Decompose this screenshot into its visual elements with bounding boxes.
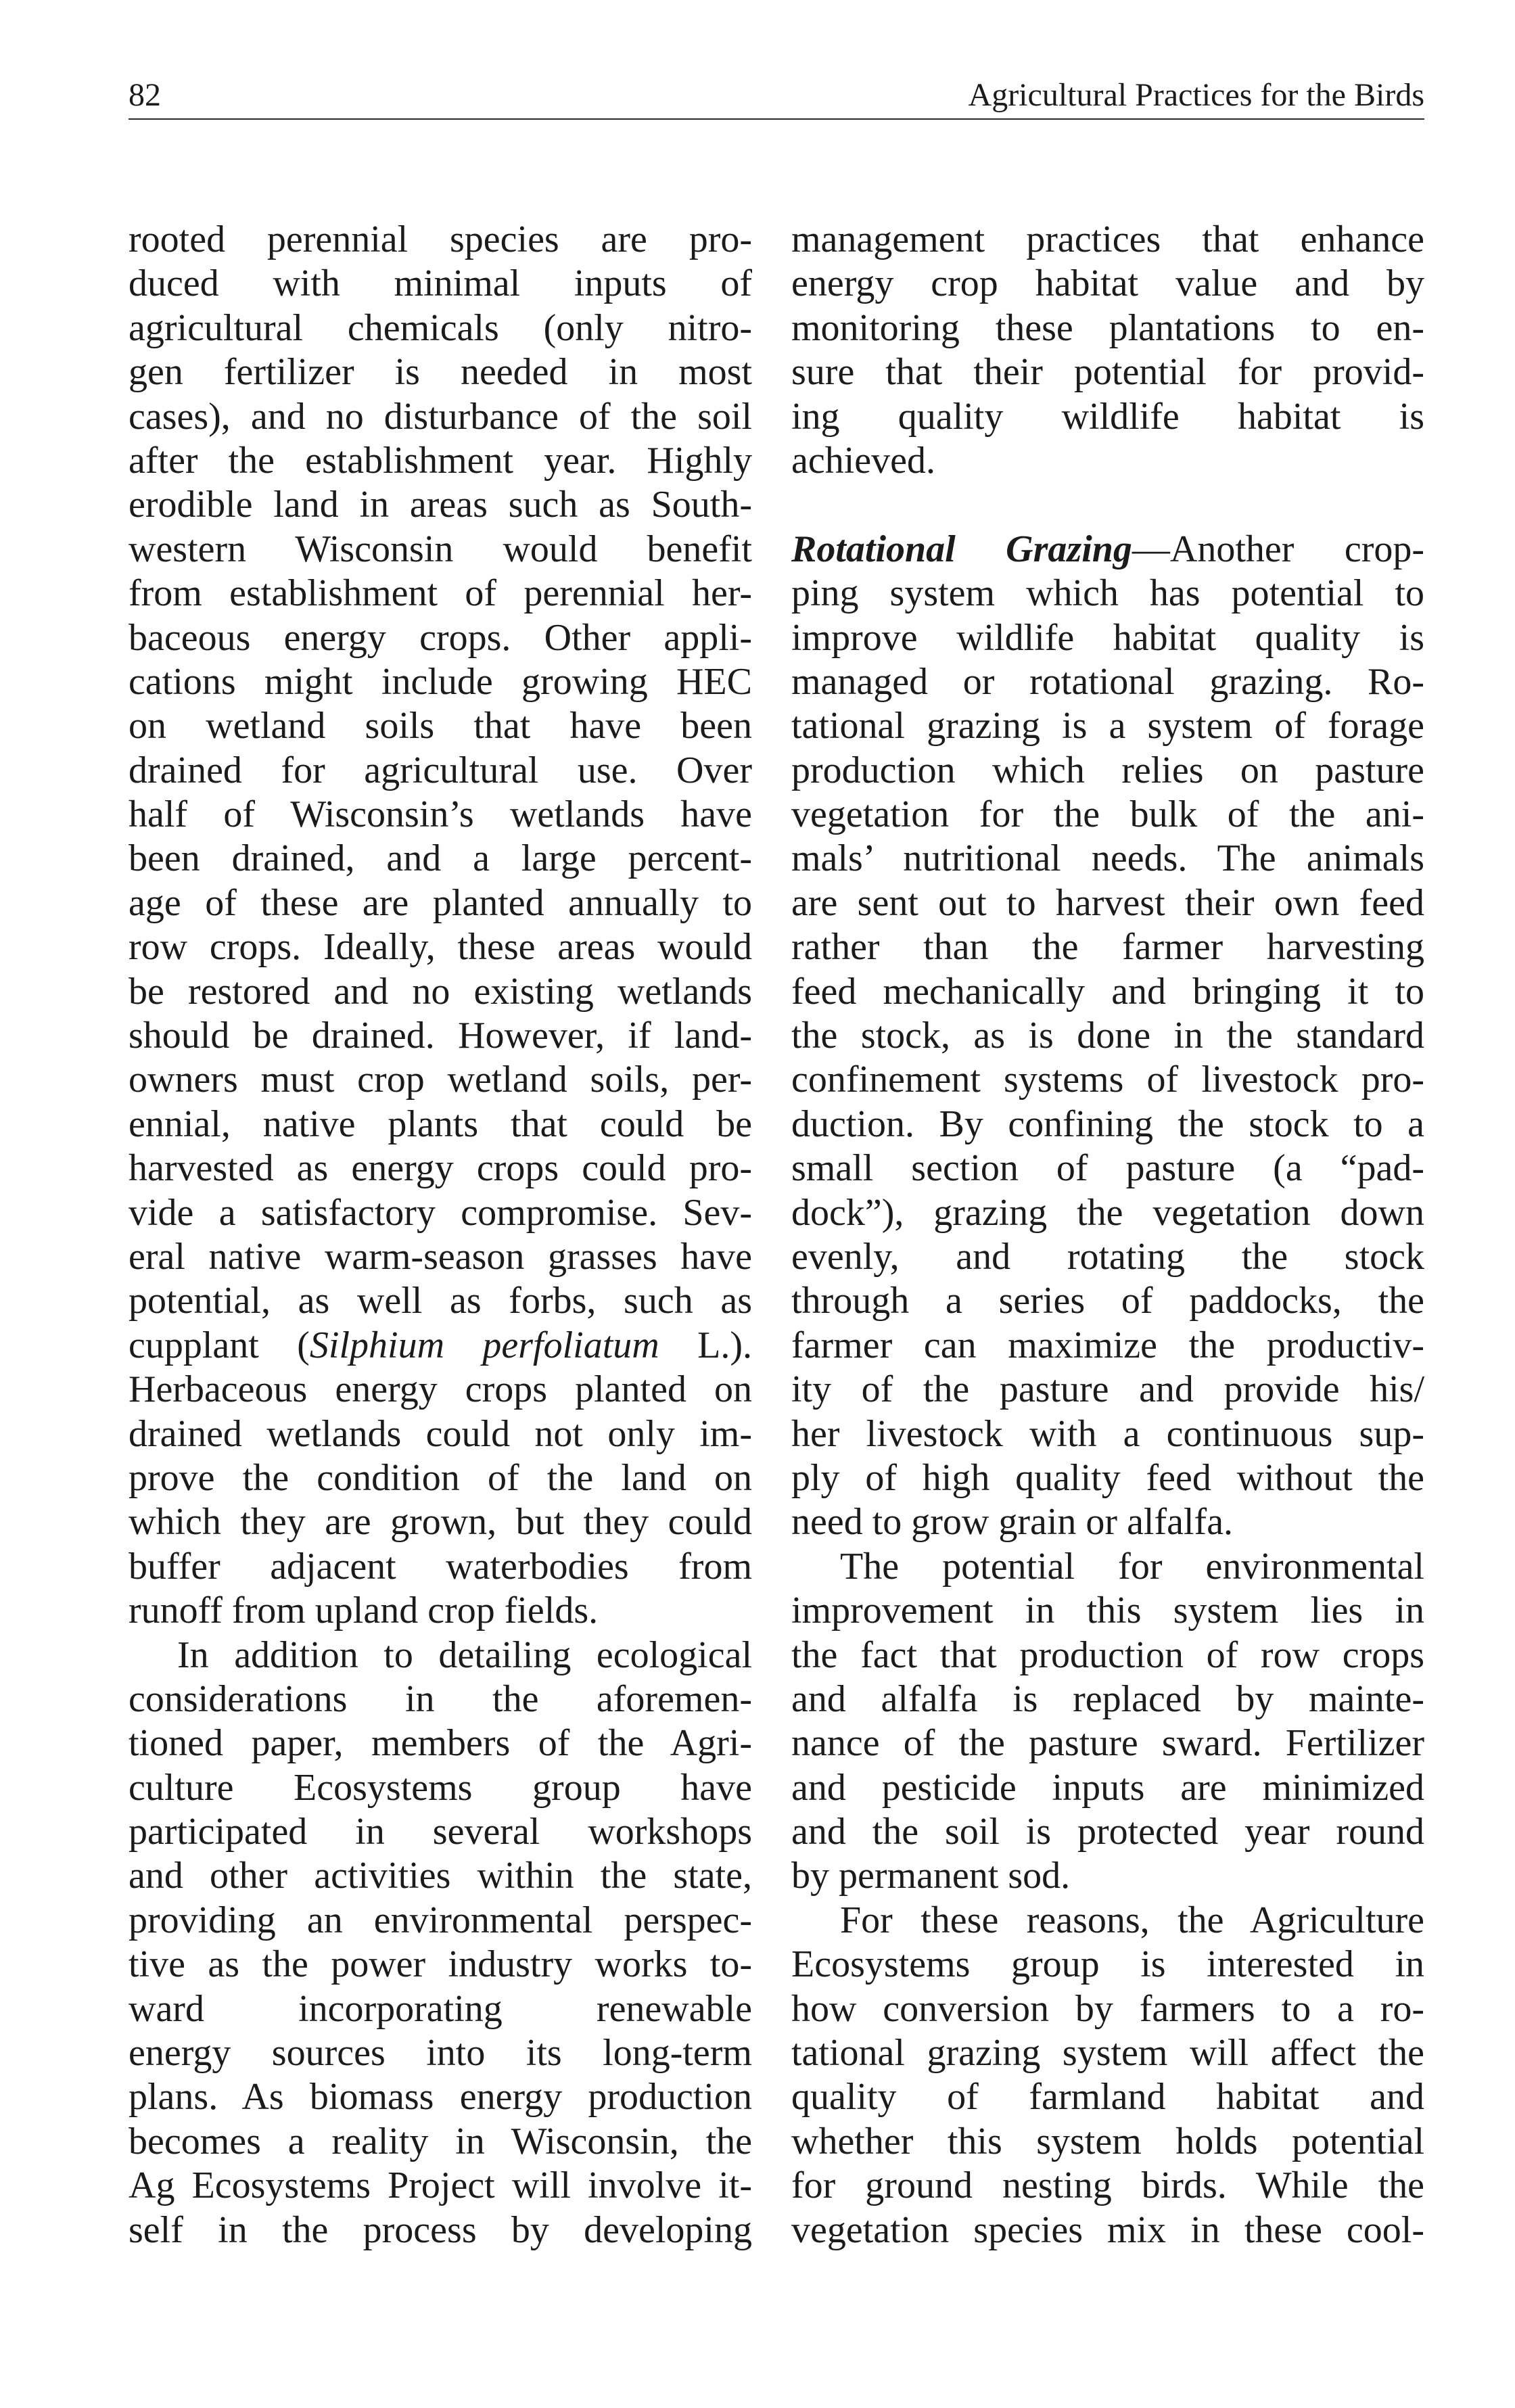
text-line: Herbaceous energy crops planted on bbox=[129, 1368, 752, 1411]
text-line: by permanent sod. bbox=[791, 1855, 1071, 1897]
paragraph bbox=[791, 1545, 1424, 1899]
text-line: how conversion by farmers to a ro- bbox=[791, 1987, 1424, 2030]
text-line: tive as the power industry works to- bbox=[129, 1943, 752, 1986]
text-line: production which relies on pasture bbox=[791, 749, 1424, 791]
text-line: sure that their potential for provid- bbox=[791, 351, 1424, 394]
text-line: nance of the pasture sward. Fertilizer bbox=[791, 1722, 1424, 1765]
text-line: should be drained. However, if land- bbox=[129, 1015, 752, 1057]
text-line: the stock, as is done in the standard bbox=[791, 1015, 1424, 1057]
text-line: cases), and no disturbance of the soil bbox=[129, 395, 752, 438]
text-line: energy crop habitat value and by bbox=[791, 262, 1424, 305]
text-line: agricultural chemicals (only nitro- bbox=[129, 306, 752, 349]
text-line: and other activities within the state, bbox=[129, 1855, 752, 1897]
text-line: providing an environmental perspec- bbox=[129, 1899, 752, 1941]
text-line: ennial, native plants that could be bbox=[129, 1103, 752, 1145]
text-line: eral native warm-season grasses have bbox=[129, 1235, 752, 1278]
text-line: considerations in the aforemen- bbox=[129, 1677, 752, 1720]
text-line: culture Ecosystems group have bbox=[129, 1766, 752, 1809]
text-run: cupplant ( bbox=[129, 1324, 310, 1366]
text-line: The potential for environmental bbox=[840, 1545, 1424, 1588]
running-head bbox=[129, 76, 1424, 114]
text-line: and the soil is protected year round bbox=[791, 1811, 1424, 1853]
text-line bbox=[129, 1324, 752, 1368]
text-line: ply of high quality feed without the bbox=[791, 1456, 1424, 1499]
text-line: feed mechanically and bringing it to bbox=[791, 970, 1424, 1013]
text-line: Ag Ecosystems Project will involve it- bbox=[129, 2164, 752, 2207]
text-run: L.). bbox=[659, 1324, 752, 1366]
text-line: tational grazing is a system of forage bbox=[791, 705, 1424, 747]
text-line: tioned paper, members of the Agri- bbox=[129, 1722, 752, 1765]
text-line: mals’ nutritional needs. The animals bbox=[791, 837, 1424, 880]
text-line: improve wildlife habitat quality is bbox=[791, 616, 1424, 659]
paragraph bbox=[791, 218, 1424, 483]
text-line: rooted perennial species are pro- bbox=[129, 218, 752, 260]
text-line: western Wisconsin would benefit bbox=[129, 528, 752, 570]
text-line: plans. As biomass energy production bbox=[129, 2076, 752, 2118]
text-line: row crops. Ideally, these areas would bbox=[129, 926, 752, 969]
text-line: need to grow grain or alfalfa. bbox=[791, 1501, 1234, 1544]
text-line: farmer can maximize the productiv- bbox=[791, 1324, 1424, 1366]
right-column bbox=[791, 218, 1424, 2252]
text-line: quality of farmland habitat and bbox=[791, 2076, 1424, 2118]
text-line: In addition to detailing ecological bbox=[177, 1634, 752, 1676]
text-line: prove the condition of the land on bbox=[129, 1456, 752, 1499]
text-line: For these reasons, the Agriculture bbox=[840, 1899, 1424, 1941]
text-line: age of these are planted annually to bbox=[129, 881, 752, 924]
run-in-heading: Rotational Grazing bbox=[791, 528, 1132, 570]
text-line bbox=[791, 528, 1424, 572]
text-line: from establishment of perennial her- bbox=[129, 572, 752, 615]
text-line: achieved. bbox=[791, 439, 935, 482]
text-line: ward incorporating renewable bbox=[129, 1987, 752, 2030]
page-number: 82 bbox=[129, 77, 161, 113]
text-line: potential, as well as forbs, such as bbox=[129, 1280, 752, 1322]
text-line: vegetation species mix in these cool- bbox=[791, 2208, 1424, 2251]
text-line: small section of pasture (a “pad- bbox=[791, 1147, 1424, 1190]
text-line: erodible land in areas such as South- bbox=[129, 484, 752, 526]
text-line: owners must crop wetland soils, per- bbox=[129, 1059, 752, 1101]
text-line: managed or rotational grazing. Ro- bbox=[791, 660, 1424, 703]
text-line: baceous energy crops. Other appli- bbox=[129, 616, 752, 659]
left-column bbox=[129, 218, 752, 2252]
text-line: ing quality wildlife habitat is bbox=[791, 395, 1424, 438]
text-line: dock”), grazing the vegetation down bbox=[791, 1191, 1424, 1234]
text-line: evenly, and rotating the stock bbox=[791, 1235, 1424, 1278]
text-line: whether this system holds potential bbox=[791, 2120, 1424, 2162]
paragraph bbox=[129, 218, 752, 1634]
text-line: drained wetlands could not only im- bbox=[129, 1412, 752, 1455]
text-line: be restored and no existing wetlands bbox=[129, 970, 752, 1013]
text-line: participated in several workshops bbox=[129, 1811, 752, 1853]
running-title: Agricultural Practices for the Birds bbox=[968, 77, 1424, 113]
header-rule bbox=[129, 118, 1424, 120]
text-line: through a series of paddocks, the bbox=[791, 1280, 1424, 1322]
text-line: tational grazing system will affect the bbox=[791, 2032, 1424, 2075]
text-line: improvement in this system lies in bbox=[791, 1590, 1424, 1632]
text-run: —Another crop- bbox=[1132, 528, 1424, 570]
text-line: management practices that enhance bbox=[791, 218, 1424, 260]
italic-species-name: Silphium perfoliatum bbox=[309, 1324, 659, 1366]
text-line: the fact that production of row crops bbox=[791, 1634, 1424, 1676]
text-line: vide a satisfactory compromise. Sev- bbox=[129, 1191, 752, 1234]
text-line: drained for agricultural use. Over bbox=[129, 749, 752, 791]
text-line: ping system which has potential to bbox=[791, 572, 1424, 615]
text-line: and pesticide inputs are minimized bbox=[791, 1766, 1424, 1809]
section-paragraph bbox=[791, 528, 1424, 1545]
text-line: becomes a reality in Wisconsin, the bbox=[129, 2120, 752, 2162]
text-line: gen fertilizer is needed in most bbox=[129, 351, 752, 394]
text-line: duction. By confining the stock to a bbox=[791, 1103, 1424, 1145]
text-line: are sent out to harvest their own feed bbox=[791, 881, 1424, 924]
text-line: rather than the farmer harvesting bbox=[791, 926, 1424, 969]
text-line: cations might include growing HEC bbox=[129, 660, 752, 703]
text-line: energy sources into its long-term bbox=[129, 2032, 752, 2075]
text-line: self in the process by developing bbox=[129, 2208, 752, 2251]
text-line: which they are grown, but they could bbox=[129, 1501, 752, 1544]
text-line: buffer adjacent waterbodies from bbox=[129, 1545, 752, 1588]
text-line: her livestock with a continuous sup- bbox=[791, 1412, 1424, 1455]
text-line: and alfalfa is replaced by mainte- bbox=[791, 1677, 1424, 1720]
text-line: Ecosystems group is interested in bbox=[791, 1943, 1424, 1986]
paragraph bbox=[791, 1899, 1424, 2252]
text-line: harvested as energy crops could pro- bbox=[129, 1147, 752, 1190]
text-line: half of Wisconsin’s wetlands have bbox=[129, 793, 752, 836]
text-line: duced with minimal inputs of bbox=[129, 262, 752, 305]
text-line: for ground nesting birds. While the bbox=[791, 2164, 1424, 2207]
text-line: after the establishment year. Highly bbox=[129, 439, 752, 482]
text-line: been drained, and a large percent- bbox=[129, 837, 752, 880]
text-line: monitoring these plantations to en- bbox=[791, 306, 1424, 349]
text-line: runoff from upland crop fields. bbox=[129, 1590, 599, 1632]
text-line: confinement systems of livestock pro- bbox=[791, 1059, 1424, 1101]
text-line: ity of the pasture and provide his/ bbox=[791, 1368, 1424, 1411]
text-line: on wetland soils that have been bbox=[129, 705, 752, 747]
text-line: vegetation for the bulk of the ani- bbox=[791, 793, 1424, 836]
paragraph bbox=[129, 1634, 752, 2252]
